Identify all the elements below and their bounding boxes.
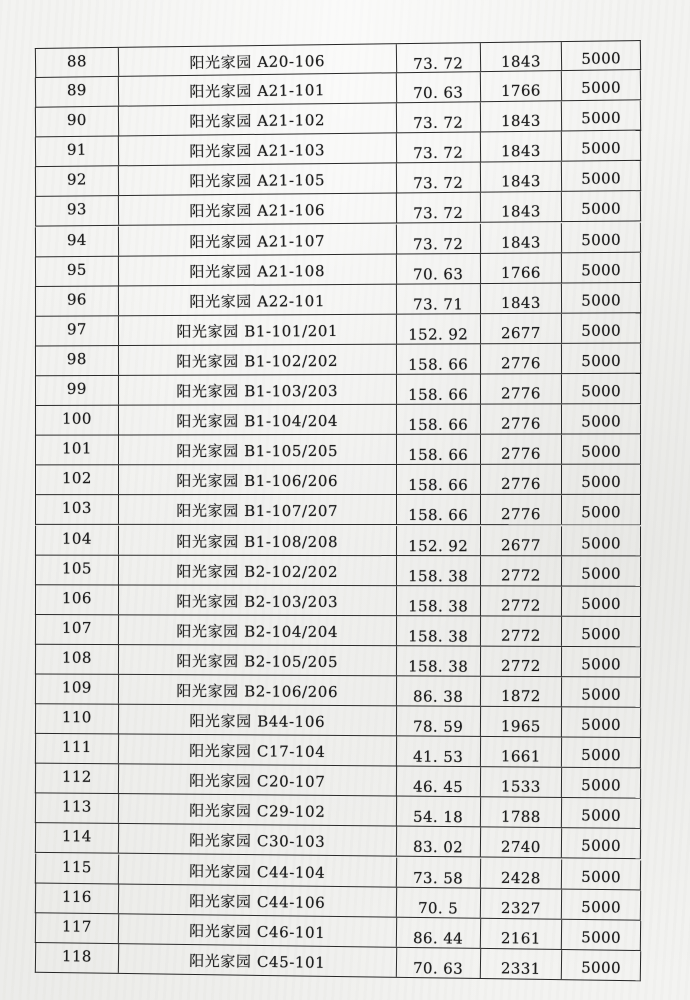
area-cell: 78. 59 <box>397 706 481 736</box>
area-cell: 54. 18 <box>397 797 481 827</box>
table-row <box>35 644 641 677</box>
deposit-cell: 5000 <box>581 503 622 522</box>
unit-name-cell: 阳光家园 B2-103/203 <box>119 585 397 615</box>
amount-cell: 2677 <box>481 526 563 555</box>
area-cell: 158. 38 <box>397 646 481 676</box>
area-cell: 73. 72 <box>397 43 481 72</box>
deposit-cell: 5000 <box>581 49 622 68</box>
row-number-cell: 89 <box>36 77 119 107</box>
amount-cell: 2772 <box>480 616 562 645</box>
area-cell: 158. 38 <box>397 556 481 585</box>
amount-cell: 1843 <box>480 193 562 223</box>
amount-cell: 2776 <box>481 495 563 524</box>
row-number-cell: 99 <box>36 376 119 405</box>
amount-cell: 1766 <box>480 253 562 283</box>
unit-name-cell: 阳光家园 C44-106 <box>119 884 397 917</box>
deposit-cell: 5000 <box>581 200 622 219</box>
amount-cell: 2161 <box>480 919 562 949</box>
unit-name-cell: 阳光家园 B1-102/202 <box>119 345 397 375</box>
unit-name-cell: 阳光家园 C44-104 <box>119 854 397 886</box>
area-cell: 70. 63 <box>397 948 481 978</box>
deposit-cell: 5000 <box>581 927 622 947</box>
row-number-cell: 107 <box>36 615 119 644</box>
amount-cell: 2776 <box>481 435 563 464</box>
area-cell: 158. 38 <box>397 586 481 615</box>
deposit-cell: 5000 <box>581 108 622 128</box>
amount-cell: 2327 <box>480 888 562 918</box>
unit-name-cell: 阳光家园 B1-101/201 <box>119 315 397 345</box>
deposit-cell: 5000 <box>581 655 622 674</box>
row-number-cell: 98 <box>36 346 119 375</box>
deposit-cell: 5000 <box>581 867 622 886</box>
unit-name-cell: 阳光家园 B2-105/205 <box>119 645 397 676</box>
area-cell: 73. 72 <box>397 163 481 193</box>
area-cell: 70. 5 <box>397 887 481 917</box>
deposit-cell: 5000 <box>581 776 622 795</box>
row-number-cell: 88 <box>36 48 119 77</box>
row-number-cell: 104 <box>36 525 119 554</box>
amount-cell: 2740 <box>480 828 562 858</box>
area-cell: 73. 72 <box>397 193 481 223</box>
deposit-cell: 5000 <box>581 291 622 310</box>
row-number-cell: 112 <box>36 764 119 794</box>
amount-cell: 2776 <box>480 344 562 373</box>
amount-cell: 2772 <box>480 556 562 585</box>
unit-name-cell: 阳光家园 B1-103/203 <box>119 375 397 405</box>
area-cell: 86. 44 <box>397 917 481 947</box>
amount-cell: 1965 <box>480 707 562 737</box>
row-number-cell: 92 <box>36 166 119 196</box>
row-number-cell: 91 <box>36 137 119 167</box>
row-number-cell: 110 <box>36 704 119 734</box>
area-cell: 41. 53 <box>397 737 481 767</box>
unit-name-cell: 阳光家园 A21-102 <box>119 104 397 136</box>
table-row <box>35 313 641 346</box>
area-cell: 73. 72 <box>397 103 481 133</box>
deposit-cell: 5000 <box>581 685 622 704</box>
table-row <box>35 704 641 738</box>
deposit-cell: 5000 <box>581 533 622 552</box>
area-cell: 70. 63 <box>397 72 481 102</box>
amount-cell: 1843 <box>480 162 562 192</box>
unit-name-cell: 阳光家园 B1-106/206 <box>119 465 397 494</box>
deposit-cell: 5000 <box>581 169 622 189</box>
table-row <box>35 374 641 406</box>
unit-name-cell: 阳光家园 B2-106/206 <box>119 675 397 706</box>
table-row <box>35 344 641 377</box>
amount-cell: 2772 <box>480 586 562 615</box>
area-cell: 158. 66 <box>397 495 481 524</box>
area-cell: 73. 72 <box>397 223 481 253</box>
unit-name-cell: 阳光家园 B1-108/208 <box>119 525 397 554</box>
area-cell: 158. 66 <box>397 405 481 434</box>
unit-name-cell: 阳光家园 A22-101 <box>119 284 397 315</box>
area-cell: 73. 71 <box>397 284 481 314</box>
row-number-cell: 111 <box>36 734 119 764</box>
amount-cell: 2776 <box>480 405 562 434</box>
unit-name-cell: 阳光家园 A21-105 <box>119 164 397 196</box>
deposit-cell: 5000 <box>581 746 622 765</box>
unit-name-cell: 阳光家园 B2-104/204 <box>119 615 397 645</box>
deposit-cell: 5000 <box>581 806 622 826</box>
row-number-cell: 95 <box>36 256 119 286</box>
deposit-cell: 5000 <box>581 897 622 917</box>
row-number-cell: 101 <box>36 436 119 465</box>
area-cell: 70. 63 <box>397 254 481 284</box>
deposit-cell: 5000 <box>581 836 622 856</box>
deposit-cell: 5000 <box>581 715 622 735</box>
unit-name-cell: 阳光家园 A21-103 <box>119 134 397 166</box>
unit-name-cell: 阳光家园 B1-105/205 <box>119 435 397 464</box>
area-cell: 152. 92 <box>397 526 481 555</box>
row-number-cell: 105 <box>36 555 119 584</box>
row-number-cell: 106 <box>36 585 119 614</box>
deposit-cell: 5000 <box>581 321 622 340</box>
row-number-cell: 90 <box>36 107 119 137</box>
deposit-cell: 5000 <box>581 473 622 492</box>
amount-cell: 1872 <box>480 677 562 707</box>
unit-name-cell: 阳光家园 C45-101 <box>119 944 397 977</box>
amount-cell: 1533 <box>480 767 562 797</box>
table-row <box>35 192 641 227</box>
table-row <box>35 525 641 556</box>
table-row <box>35 222 641 257</box>
amount-cell: 1843 <box>480 42 562 71</box>
area-cell: 73. 58 <box>397 857 481 887</box>
unit-name-cell: 阳光家园 A21-101 <box>119 73 397 105</box>
row-number-cell: 114 <box>36 823 119 853</box>
area-cell: 83. 02 <box>397 827 481 857</box>
area-cell: 158. 38 <box>397 616 481 645</box>
row-number-cell: 108 <box>36 644 119 674</box>
amount-cell: 1661 <box>480 737 562 767</box>
amount-cell: 2772 <box>480 647 562 677</box>
deposit-cell: 5000 <box>581 230 622 249</box>
deposit-cell: 5000 <box>581 351 622 370</box>
row-number-cell: 97 <box>36 316 119 346</box>
amount-cell: 1843 <box>480 132 562 162</box>
deposit-cell: 5000 <box>581 139 622 158</box>
area-cell: 46. 45 <box>397 767 481 797</box>
amount-cell: 2776 <box>481 465 563 494</box>
amount-cell: 2428 <box>480 858 562 888</box>
area-cell: 86. 38 <box>397 676 481 706</box>
unit-name-cell: 阳光家园 C17-104 <box>119 734 397 765</box>
table-row <box>35 555 641 587</box>
deposit-cell: 5000 <box>581 260 622 280</box>
unit-name-cell: 阳光家园 B1-104/204 <box>119 405 397 435</box>
table-row <box>35 465 641 495</box>
amount-cell: 2331 <box>480 949 562 979</box>
row-number-cell: 116 <box>36 883 119 913</box>
deposit-cell: 5000 <box>581 624 622 643</box>
area-cell: 158. 66 <box>397 344 481 373</box>
deposit-cell: 5000 <box>581 442 622 461</box>
row-number-cell: 93 <box>36 196 119 226</box>
unit-name-cell: 阳光家园 A20-106 <box>119 44 397 76</box>
deposit-cell: 5000 <box>581 382 622 401</box>
amount-cell: 1788 <box>480 798 562 828</box>
unit-name-cell: 阳光家园 A21-108 <box>119 254 397 285</box>
row-number-cell: 94 <box>36 226 119 256</box>
amount-cell: 2776 <box>480 374 562 403</box>
amount-cell: 1843 <box>480 102 562 132</box>
area-cell: 73. 72 <box>397 133 481 163</box>
deposit-cell: 5000 <box>581 564 622 583</box>
deposit-cell: 5000 <box>581 78 622 98</box>
amount-cell: 2677 <box>480 314 562 343</box>
row-number-cell: 103 <box>36 495 119 524</box>
table-row <box>35 435 641 466</box>
amount-cell: 1766 <box>480 71 562 101</box>
table-row <box>35 283 641 317</box>
row-number-cell: 96 <box>36 286 119 316</box>
row-number-cell: 102 <box>36 465 119 494</box>
table-row <box>35 253 641 287</box>
deposit-cell: 5000 <box>581 412 622 431</box>
area-cell: 152. 92 <box>397 314 481 344</box>
unit-name-cell: 阳光家园 C46-101 <box>119 914 397 947</box>
area-cell: 158. 66 <box>397 435 481 464</box>
unit-name-cell: 阳光家园 C29-102 <box>119 794 397 826</box>
table-row <box>35 495 641 525</box>
deposit-cell: 5000 <box>581 958 622 977</box>
row-number-cell: 115 <box>36 853 119 883</box>
unit-name-cell: 阳光家园 C30-103 <box>119 824 397 856</box>
unit-name-cell: 阳光家园 B1-107/207 <box>119 495 397 524</box>
row-number-cell: 118 <box>36 943 119 973</box>
deposit-cell: 5000 <box>581 594 622 613</box>
table-row <box>35 674 641 708</box>
row-number-cell: 109 <box>36 674 119 704</box>
table-row <box>35 615 641 648</box>
row-number-cell: 100 <box>36 406 119 435</box>
scanned-table <box>35 44 641 977</box>
unit-name-cell: 阳光家园 A21-106 <box>119 194 397 225</box>
table-row <box>35 585 641 617</box>
unit-name-cell: 阳光家园 B2-102/202 <box>119 555 397 585</box>
row-number-cell: 113 <box>36 793 119 823</box>
row-number-cell: 117 <box>36 913 119 943</box>
table-row <box>35 404 641 435</box>
area-cell: 158. 66 <box>397 375 481 404</box>
unit-name-cell: 阳光家园 A21-107 <box>119 224 397 255</box>
unit-name-cell: 阳光家园 B44-106 <box>119 705 397 736</box>
unit-name-cell: 阳光家园 C20-107 <box>119 764 397 796</box>
amount-cell: 1843 <box>480 283 562 313</box>
area-cell: 158. 66 <box>397 465 481 494</box>
amount-cell: 1843 <box>480 223 562 253</box>
